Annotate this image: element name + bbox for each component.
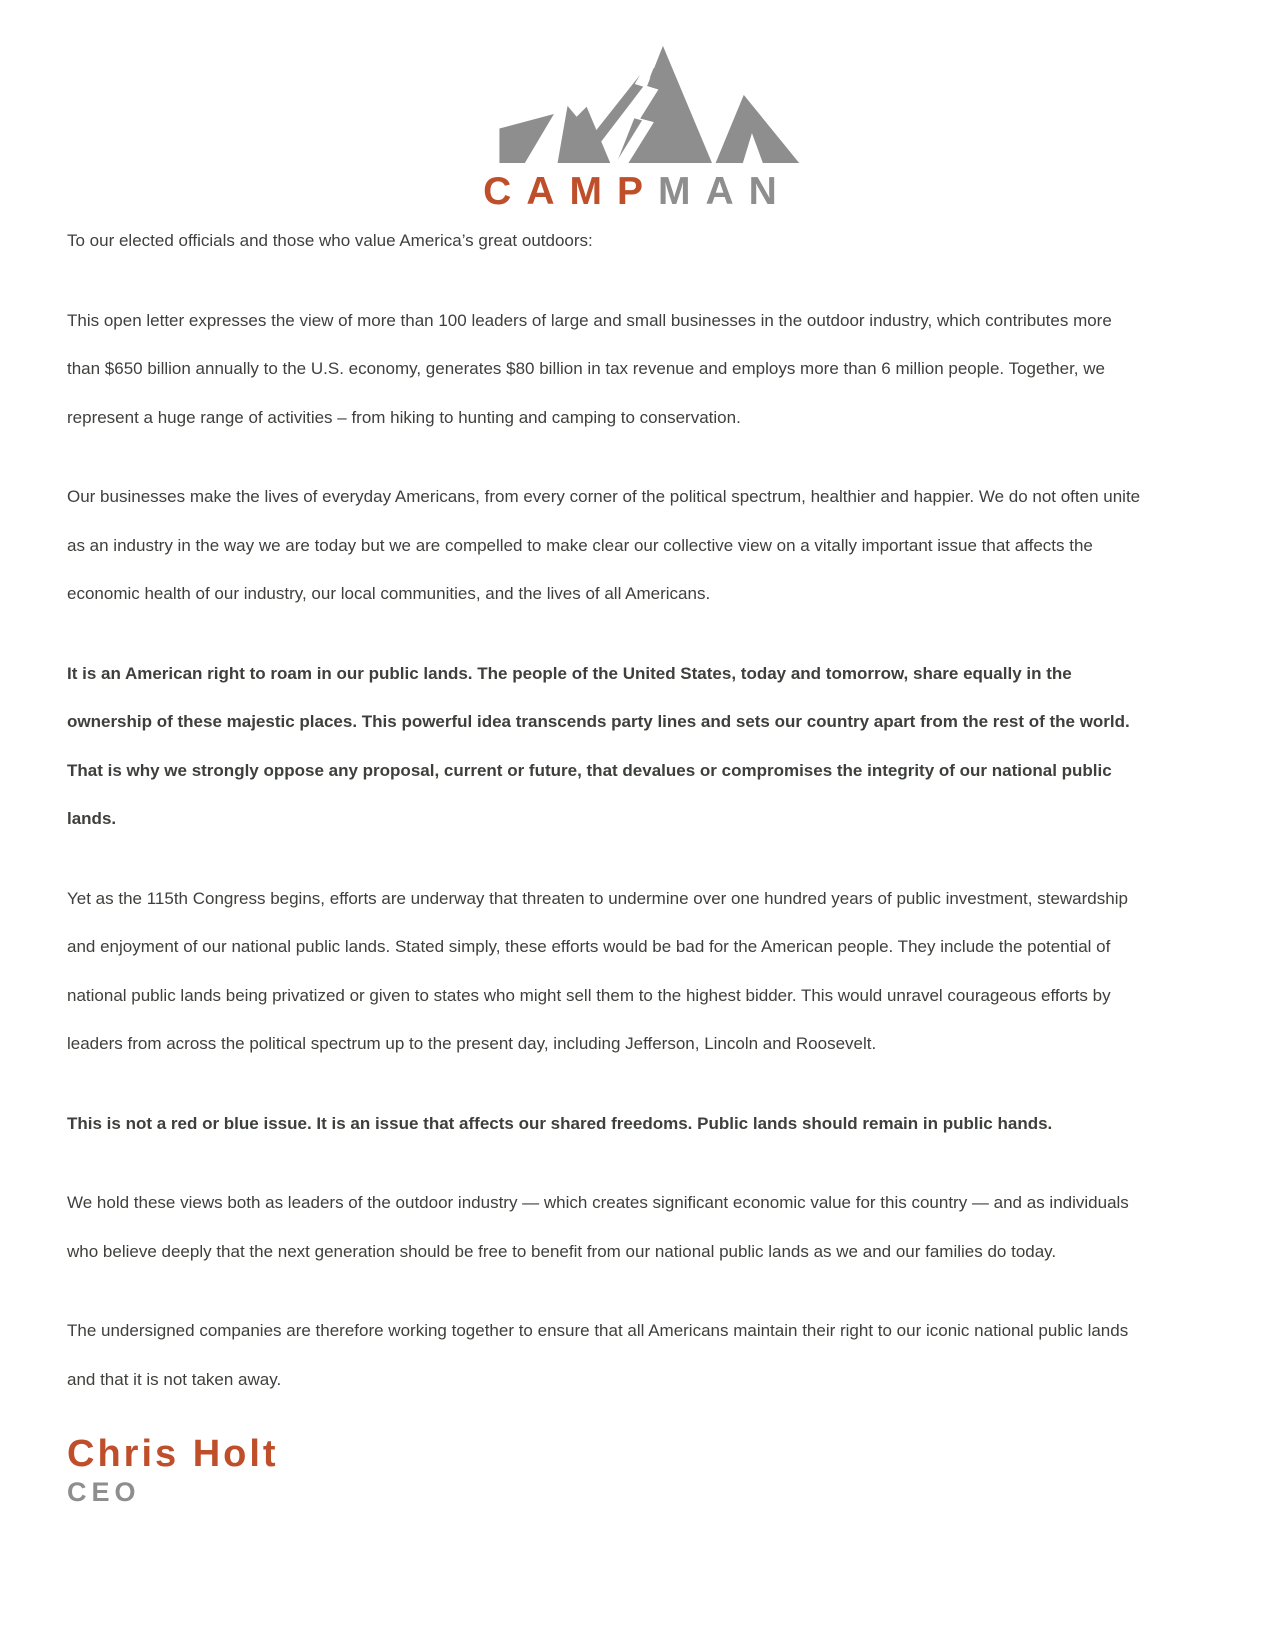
letter-salutation: To our elected officials and those who value America’s great outdoors: (67, 231, 593, 250)
signature-block (67, 1435, 1147, 1506)
letter-paragraph: This is not a red or blue issue. It is an issue that affects our shared freedoms. Public lands should remain in public hands. (67, 1113, 1053, 1133)
signature-title: CEO (67, 1477, 141, 1507)
letter-paragraph: Yet as the 115th Congress begins, efforts are underway that threaten to undermine over one hundred years of public investment, stewardship and enjoyment of our national public lands. Stated simply, these efforts would be bad for the American people. They include the potential of national public lands being privatized or given to states who might sell them to the highest bidder. This would unravel courageous efforts by leaders from across the political spectrum up to the present day, including Jefferson, Lincoln and Roosevelt. (67, 888, 1128, 1053)
brand-wordmark-camp: CAMP (483, 170, 658, 213)
letter-paragraph: We hold these views both as leaders of the outdoor industry — which creates significant economic value for this country — and as individuals who believe deeply that the next generation should be free to benefit from our national public lands as we and our families do today. (67, 1193, 1129, 1261)
brand-wordmark (67, 170, 1208, 213)
signature-name: Chris Holt (67, 1433, 279, 1475)
letter-paragraph: This open letter expresses the view of more than 100 leaders of large and small businesses in the outdoor industry, which contributes more than $650 billion annually to the U.S. economy, generates $80 billion in tax revenue and employs more than 6 million people. Together, we represent a huge range of activities – from hiking to hunting and camping to conservation. (67, 310, 1112, 427)
letter-body (67, 297, 1147, 1405)
brand-wordmark-man: MAN (658, 170, 792, 213)
letter-paragraph: The undersigned companies are therefore working together to ensure that all Americans maintain their right to our iconic national public lands and that it is not taken away. (67, 1321, 1129, 1389)
letter-content (67, 217, 1147, 1506)
mountain-range-icon (474, 33, 801, 165)
letter-paragraph: Our businesses make the lives of everyday Americans, from every corner of the political spectrum, healthier and happier. We do not often unite as an industry in the way we are today but we are compelled to make clear our collective view on a vitally important issue that affects the economic health of our industry, our local communities, and the lives of all Americans. (67, 487, 1141, 603)
campman-logo (67, 0, 1208, 211)
letter-paragraph: It is an American right to roam in our public lands. The people of the United States, today and tomorrow, share equally in the ownership of these majestic places. This powerful idea transcends party lines and sets our country apart from the rest of the world. That is why we strongly oppose any proposal, current or future, that devalues or compromises the integrity of our national public lands. (67, 663, 1130, 828)
